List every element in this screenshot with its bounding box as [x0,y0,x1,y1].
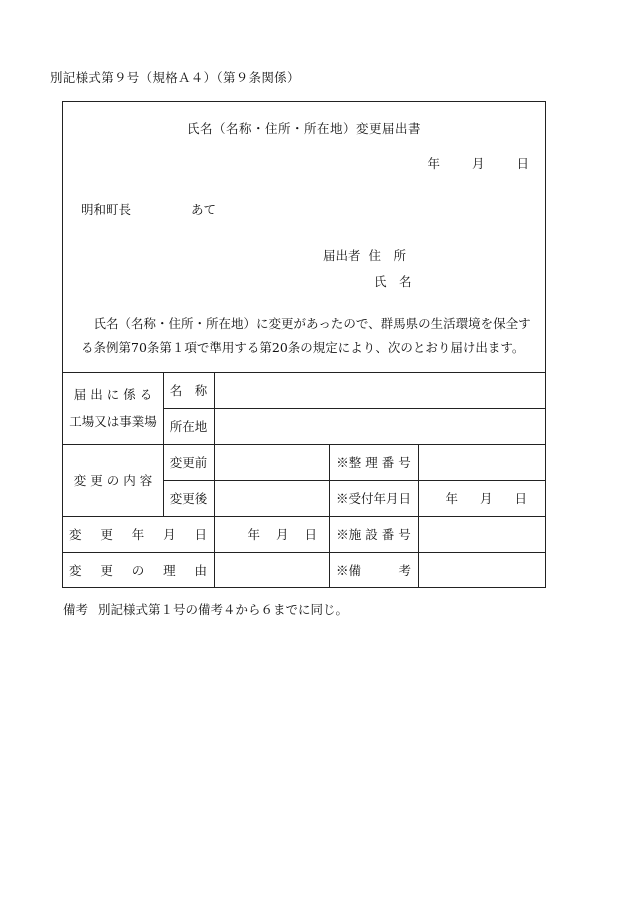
form-frame [62,101,546,588]
table-line [418,444,419,588]
footnote-text: 別記様式第１号の備考４から６までに同じ。 [98,602,349,617]
change-date-value [214,516,329,552]
change-day: 日 [304,527,317,542]
addressee-suffix: あて [191,202,217,217]
table-line [163,408,545,409]
reason-char: 由 [194,563,207,578]
change-reason-label [69,552,207,588]
received-day: 日 [514,491,527,506]
table-line [214,372,215,588]
facility-label-line2: 工場又は事業場 [69,414,157,429]
addressee [81,200,216,218]
form-title: 氏名（名称・住所・所在地）変更届出書 [186,121,421,136]
change-date-char: 変 [69,527,82,542]
footnote [63,600,348,618]
received-year: 年 [445,491,458,506]
footnote-label: 備考 [63,602,89,617]
reason-char: 理 [163,563,176,578]
notifier-address [323,246,406,264]
change-date-label [69,516,207,552]
address-label: 住 所 [368,248,406,263]
facility-number-label: ※施 設 番 号 [336,527,411,542]
change-date-char: 年 [131,527,145,542]
form-reference: 別記様式第９号（規格Ａ４）（第９条関係） [50,70,300,85]
day-label: 日 [516,156,529,171]
change-date-char: 月 [163,527,176,542]
facility-label-line1: 届 出 に 係 る [73,387,153,402]
reason-char: の [131,563,145,578]
before-label: 変更前 [169,455,208,470]
change-date-char: 日 [194,527,207,542]
notifier-label: 届出者 [323,248,361,263]
reason-char: 変 [69,563,82,578]
name-label: 名 称 [169,383,208,398]
change-month: 月 [275,527,289,542]
mayor-label: 明和町長 [81,202,132,217]
reason-char: 更 [100,563,113,578]
change-date-char: 更 [100,527,113,542]
registration-number-label: ※整 理 番 号 [336,455,411,470]
received-date-label: ※受付年月日 [335,491,411,506]
received-month: 月 [479,491,493,506]
body-text [81,312,537,360]
facility-label [63,372,163,444]
remarks-label: ※備 考 [335,563,411,578]
change-content-label: 変 更 の 内 容 [73,473,153,488]
received-date-value [418,480,545,516]
month-label: 月 [471,156,485,171]
year-label: 年 [427,156,440,171]
location-label: 所在地 [169,419,208,434]
after-label: 変更後 [169,491,208,506]
notifier-name-label: 氏 名 [374,274,412,289]
body-paragraph: 氏名（名称・住所・所在地）に変更があったので、群馬県の生活環境を保全する条例第70条第１項で準用する第20条の規定により、次のとおり届け出ます。 [81,316,531,355]
change-year: 年 [247,527,260,542]
submission-date [399,154,529,172]
